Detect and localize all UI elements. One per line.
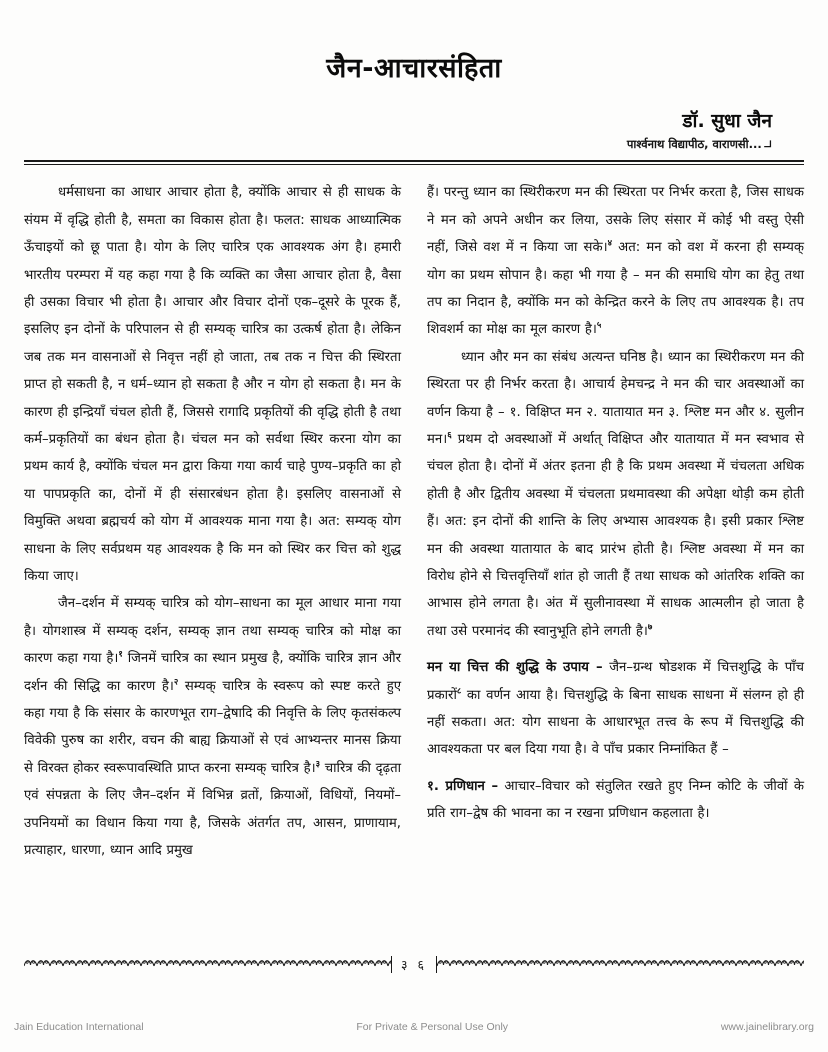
left-column xyxy=(24,179,414,864)
footnote-marker: ८ xyxy=(456,686,462,697)
footer-usage-notice: For Private & Personal Use Only xyxy=(356,1021,509,1033)
ornament-right xyxy=(437,957,804,971)
paragraph-text: चारित्र की दृढ़ता एवं संपन्नता के लिए जैन–दर्शन में विभिन्न व्रतों, क्रियाओं, विधियों, नियमों–उपनियमों का विधान किया गया है, जिसके अंतर्गत तप, आसन, प्राणायाम, प्रत्याहार, धारणा, ध्यान आदि प्रमुख xyxy=(24,760,401,859)
footer-organization: Jain Education International xyxy=(14,1021,144,1033)
paragraph xyxy=(24,179,401,590)
paragraph xyxy=(427,344,804,645)
footnote-marker: ३ xyxy=(315,759,321,770)
masthead xyxy=(0,0,828,151)
paragraph-text: धर्मसाधना का आधार आचार होता है, क्योंकि आचार से ही साधक के संयम में वृद्धि होती है, समता का विकास होता है। फलत: साधक आध्यात्मिक ऊँचाइयों को छू पाता है। योग के लिए चारित्र एक आवश्यक अंग है। हमारी भारतीय परम्परा में यह कहा गया है कि व्यक्ति का जैसा आचार होता है, वैसा ही उसका विचार भी होता है। आचार और विचार दोनों एक–दूसरे के पूरक हैं, इसलिए इन दोनों के परिपालन से ही सम्यक् चारित्र का उत्कर्ष होता है। लेकिन जब तक मन वासनाओं से निवृत्त नहीं हो जाता, तब तक न चित्त की स्थिरता प्राप्त हो सकती है, न धर्म–ध्यान हो सकता है और न योग हो सकता है। मन के कारण ही इन्द्रियाँ चंचल होती हैं, जिससे रागादि प्रकृतियों की वृद्धि होती है तथा कर्म–प्रकृतियों का बंधन होता है। चंचल मन को सर्वथा स्थिर करना योग का प्रथम कार्य है, क्योंकि चंचल मन द्वारा किया गया कार्य चाहे पुण्य–प्रकृति का हो या पापप्रकृति का, दोनों में ही संसारबंधन होता है। इसलिए वासनाओं से विमुक्ति अथवा ब्रह्मचर्य को योग में आवश्यक माना गया है। अत: सम्यक् योग साधना के लिए सर्वप्रथम यह आवश्यक है कि मन को स्थिर कर चित्त को शुद्ध किया जाए। xyxy=(24,185,401,585)
right-column xyxy=(414,179,804,864)
footnote-marker: ५ xyxy=(596,320,602,331)
paragraph-with-heading xyxy=(427,773,804,828)
footnote-marker: ४ xyxy=(607,238,613,249)
paragraph-text: ध्यान और मन का संबंध अत्यन्त घनिष्ठ है। ध्यान का स्थिरीकरण मन की स्थिरता पर ही निर्भर करता है। आचार्य हेमचन्द्र ने मन की चार अवस्थाओं का वर्णन किया है – १. विक्षिप्त मन २. यातायात मन ३. श्लिष्ट मन और ४. सुलीन मन। xyxy=(427,349,804,447)
inline-heading: मन या चित्त की शुद्धि के उपाय – xyxy=(427,660,603,676)
paragraph-text: का वर्णन आया है। चित्तशुद्धि के बिना साधक साधना में संलग्न हो ही नहीं सकता। अत: योग साधना के आधारभूत तत्त्व के रूप में चित्तशुद्धि की आवश्यकता पर बल दिया गया है। वे पाँच प्रकार निम्नांकित हैं – xyxy=(427,687,804,758)
paragraph-text: प्रथम दो अवस्थाओं में अर्थात् विक्षिप्त और यातायात में मन स्वभाव से चंचल होता है। दोनों में अंतर इतना ही है कि प्रथम अवस्था में चंचलता अधिक होती है और द्वितीय अवस्था में चंचलता प्रथमावस्था की अपेक्षा थोड़ी कम होती हैं। अत: इन दोनों की शान्ति के लिए अभ्यास आवश्यक है। इसी प्रकार श्लिष्ट मन की अवस्था यातायात के बाद प्रारंभ होती है। श्लिष्ट अवस्था में मन का विरोध होने से चित्तवृत्तियाँ शांत हो जाती हैं तथा साधक को आंतरिक शक्ति का आभास होने लगता है। अंत में सुलीनावस्था में साधक आत्मलीन हो जाता है तथा उसे परमानंद की स्वानुभूति होने लगती है। xyxy=(427,432,804,639)
body-columns xyxy=(0,165,828,864)
paragraph-text: हैं। परन्तु ध्यान का स्थिरीकरण मन की स्थिरता पर निर्भर करता है, जिस साधक ने मन को अपने अधीन कर लिया, उसके लिए संसार में कोई भी वस्तु ऐसी नहीं, जिसे वश में न किया जा सके। xyxy=(427,185,804,256)
footnote-marker: २ xyxy=(173,677,179,688)
paragraph-text: सम्यक् चारित्र के स्वरूप को स्पष्ट करते हुए कहा गया है कि संसार के कारणभूत राग–द्वेषादि की निवृत्ति के लिए कृतसंकल्प विवेकी पुरुष का शरीर, वचन की बाह्य क्रियाओं से एवं आभ्यन्तर मानस क्रिया से विरक्त होकर स्वरूपावस्थिति प्राप्त करना सम्यक् चारित्र है। xyxy=(24,678,402,776)
footnote-marker: ६ xyxy=(447,430,452,441)
paragraph xyxy=(427,179,804,343)
paragraph-text: अत: मन को वश में करना ही सम्यक् योग का प्रथम सोपान है। कहा भी गया है – मन की समाधि योग का हेतु तथा तप का निदान है, क्योंकि मन को केन्द्रित करने के लिए तप आवश्यक है। तप शिवशर्म का मोक्ष का मूल कारण है। xyxy=(427,240,804,338)
footnote-marker: १ xyxy=(118,649,123,660)
affiliation-text: पार्श्वनाथ विद्यापीठ, वाराणसी... xyxy=(626,136,762,151)
paragraph xyxy=(24,590,401,864)
page-number: ३ ६ xyxy=(391,956,437,973)
author-name: डॉ. सुधा जैन xyxy=(682,109,772,132)
inline-heading: १. प्रणिधान – xyxy=(427,778,499,794)
scan-footer xyxy=(0,1014,828,1040)
ornament-left xyxy=(24,957,391,971)
footer-website[interactable]: www.jainelibrary.org xyxy=(720,1021,814,1033)
paragraph-text: जैन–ग्रन्थ षोडशक में चित्तशुद्धि के पाँच प्रकारों xyxy=(427,660,804,703)
paragraph-text: जैन–दर्शन में सम्यक् चारित्र को योग–साधना का मूल आधार माना गया है। योगशास्त्र में सम्यक् दर्शन, सम्यक् ज्ञान तथा सम्यक् चारित्र को मोक्ष का कारण कहा गया है। xyxy=(24,596,401,667)
page-title: जैन-आचारसंहिता xyxy=(326,53,502,84)
ornamental-footer-band xyxy=(24,954,804,974)
byline xyxy=(28,110,800,152)
author-affiliation xyxy=(28,138,772,152)
footnote-marker: ७ xyxy=(647,622,653,633)
paragraph-text: आचार–विचार को संतुलित रखते हुए निम्न कोटि के जीवों के प्रति राग–द्वेष की भावना का न रखना प्रणिधान कहलाता है। xyxy=(427,778,804,822)
paragraph-text: जिनमें चारित्र का स्थान प्रमुख है, क्योंकि चारित्र ज्ञान और दर्शन की सिद्धि का कारण है। xyxy=(24,651,401,694)
paragraph-with-heading xyxy=(427,654,804,764)
pen-flourish-icon: ∟ xyxy=(762,137,772,151)
